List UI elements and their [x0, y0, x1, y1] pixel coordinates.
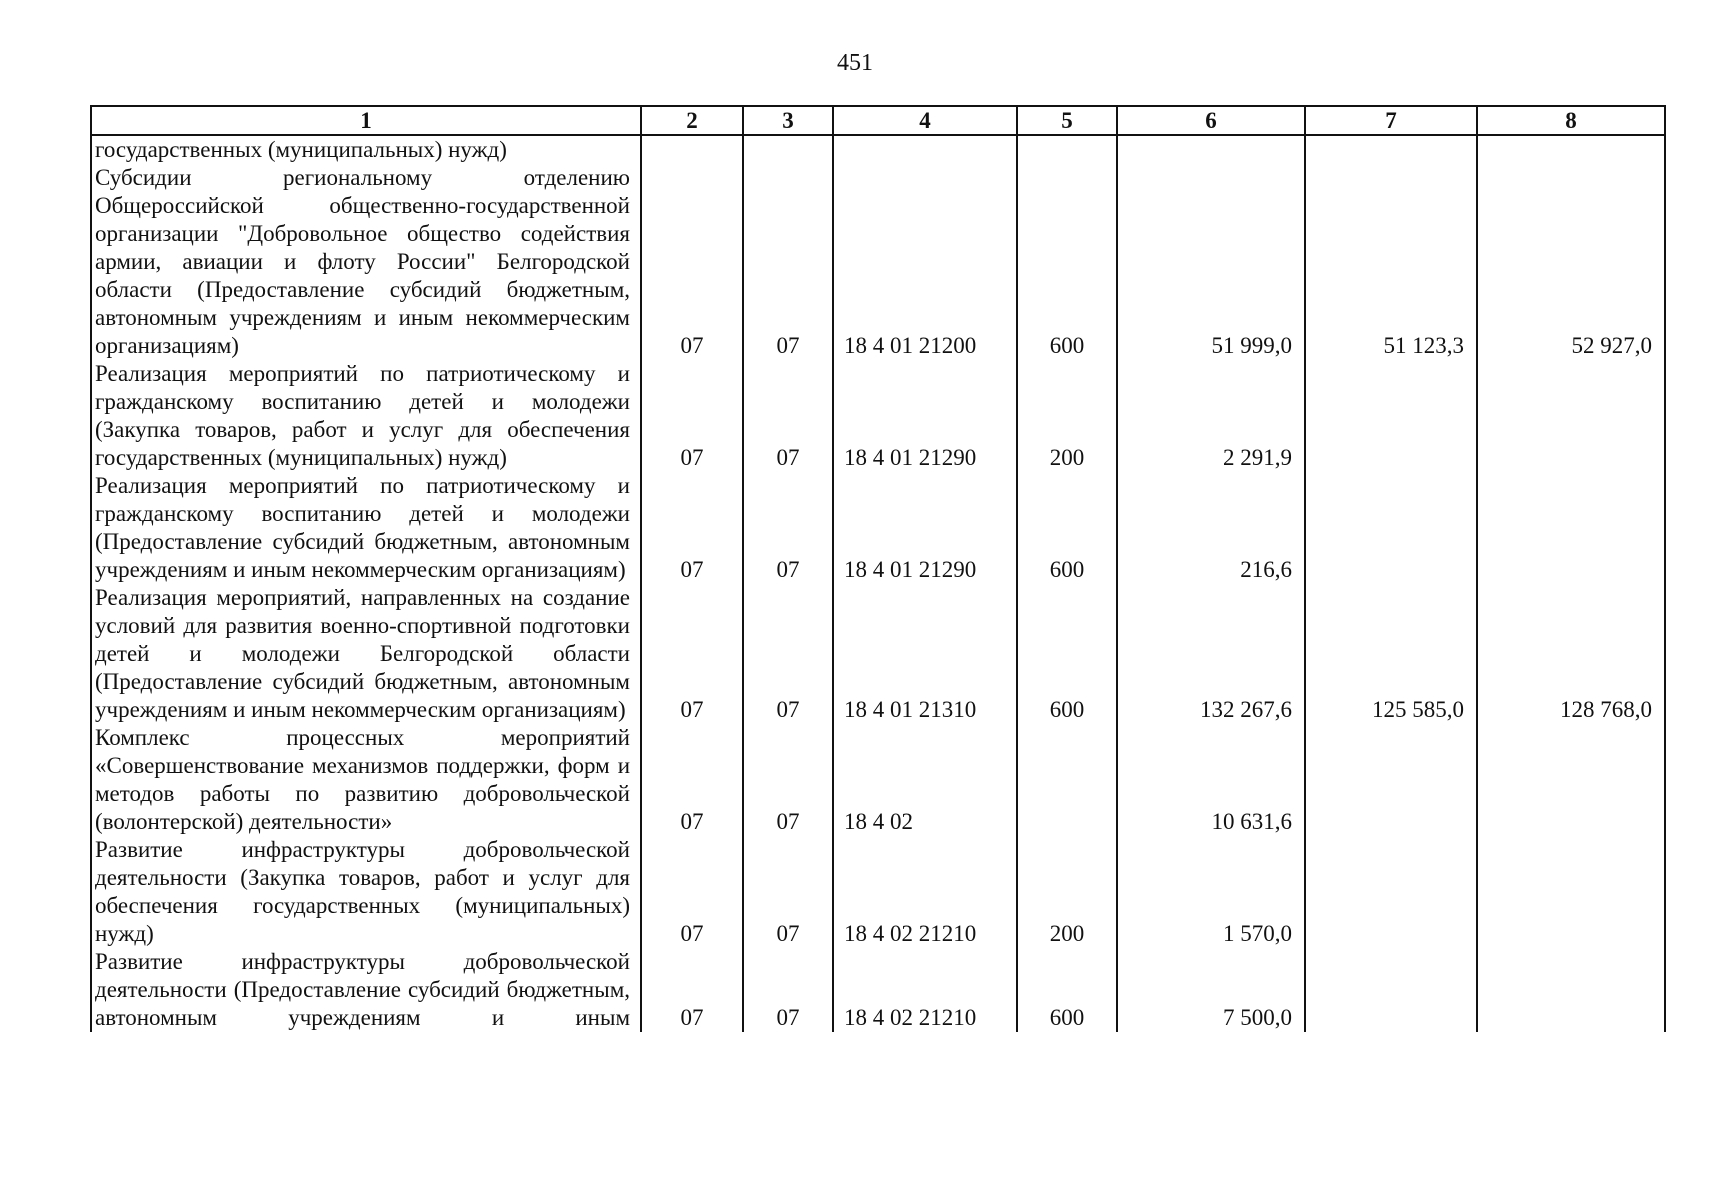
cell-expense-type	[1017, 135, 1117, 164]
cell-section: 07	[641, 948, 743, 1032]
cell-amount-col8	[1477, 948, 1665, 1032]
cell-amount-col7	[1305, 724, 1477, 836]
table-row	[91, 724, 1665, 836]
cell-target-article: 18 4 01 21310	[833, 584, 1017, 724]
cell-amount-col6: 7 500,0	[1117, 948, 1305, 1032]
table-row	[91, 472, 1665, 584]
cell-amount-col7	[1305, 948, 1477, 1032]
table-row	[91, 164, 1665, 360]
cell-amount-col7: 125 585,0	[1305, 584, 1477, 724]
cell-amount-col8	[1477, 724, 1665, 836]
column-header-1: 1	[91, 106, 641, 135]
cell-target-article: 18 4 02 21210	[833, 948, 1017, 1032]
row-description: государственных (муниципальных) нужд)	[91, 135, 641, 164]
table-row	[91, 135, 1665, 164]
cell-amount-col8	[1477, 360, 1665, 472]
cell-amount-col6: 216,6	[1117, 472, 1305, 584]
cell-subsection: 07	[743, 584, 833, 724]
cell-amount-col7	[1305, 135, 1477, 164]
cell-subsection: 07	[743, 360, 833, 472]
row-description: Субсидии региональному отделению Общероссийской общественно-государственной организации "Добровольное общество содействия армии, авиации и флоту России" Белгородской области (Предоставление субсидий бюджетным, автономным учреждениям и иным некоммерческим организациям)	[91, 164, 641, 360]
column-header-3: 3	[743, 106, 833, 135]
cell-subsection	[743, 135, 833, 164]
cell-target-article: 18 4 02 21210	[833, 836, 1017, 948]
row-description: Развитие инфраструктуры добровольческой деятельности (Закупка товаров, работ и услуг для обеспечения государственных (муниципальных) нужд)	[91, 836, 641, 948]
cell-section: 07	[641, 724, 743, 836]
cell-target-article: 18 4 01 21290	[833, 360, 1017, 472]
cell-expense-type: 600	[1017, 472, 1117, 584]
budget-table	[90, 105, 1666, 1032]
page-number: 451	[837, 50, 873, 76]
cell-expense-type	[1017, 724, 1117, 836]
cell-section: 07	[641, 836, 743, 948]
column-header-4: 4	[833, 106, 1017, 135]
table-row	[91, 836, 1665, 948]
cell-target-article: 18 4 01 21200	[833, 164, 1017, 360]
cell-section: 07	[641, 472, 743, 584]
cell-subsection: 07	[743, 724, 833, 836]
cell-amount-col8: 52 927,0	[1477, 164, 1665, 360]
cell-subsection: 07	[743, 836, 833, 948]
cell-amount-col6: 2 291,9	[1117, 360, 1305, 472]
cell-target-article	[833, 135, 1017, 164]
cell-target-article: 18 4 02	[833, 724, 1017, 836]
cell-expense-type: 600	[1017, 164, 1117, 360]
cell-amount-col8	[1477, 135, 1665, 164]
row-description: Развитие инфраструктуры добровольческой деятельности (Предоставление субсидий бюджетным, автономным учреждениям и иным	[91, 948, 641, 1032]
cell-subsection: 07	[743, 164, 833, 360]
cell-section: 07	[641, 164, 743, 360]
column-header-8: 8	[1477, 106, 1665, 135]
cell-amount-col6: 1 570,0	[1117, 836, 1305, 948]
cell-amount-col6: 132 267,6	[1117, 584, 1305, 724]
row-description: Реализация мероприятий, направленных на создание условий для развития военно-спортивной подготовки детей и молодежи Белгородской области (Предоставление субсидий бюджетным, автономным учреждениям и иным некоммерческим организациям)	[91, 584, 641, 724]
cell-expense-type: 200	[1017, 360, 1117, 472]
row-description: Реализация мероприятий по патриотическому и гражданскому воспитанию детей и молодежи (Предоставление субсидий бюджетным, автономным учреждениям и иным некоммерческим организациям)	[91, 472, 641, 584]
column-header-6: 6	[1117, 106, 1305, 135]
cell-target-article: 18 4 01 21290	[833, 472, 1017, 584]
cell-expense-type: 200	[1017, 836, 1117, 948]
cell-section: 07	[641, 584, 743, 724]
cell-amount-col8	[1477, 836, 1665, 948]
cell-amount-col6: 51 999,0	[1117, 164, 1305, 360]
cell-amount-col7	[1305, 472, 1477, 584]
cell-section: 07	[641, 360, 743, 472]
table-row	[91, 948, 1665, 1032]
cell-subsection: 07	[743, 948, 833, 1032]
column-header-7: 7	[1305, 106, 1477, 135]
cell-expense-type: 600	[1017, 584, 1117, 724]
table-row	[91, 584, 1665, 724]
cell-amount-col8: 128 768,0	[1477, 584, 1665, 724]
cell-section	[641, 135, 743, 164]
cell-amount-col6	[1117, 135, 1305, 164]
column-header-5: 5	[1017, 106, 1117, 135]
table-row	[91, 360, 1665, 472]
cell-amount-col8	[1477, 472, 1665, 584]
cell-amount-col6: 10 631,6	[1117, 724, 1305, 836]
cell-amount-col7: 51 123,3	[1305, 164, 1477, 360]
column-header-2: 2	[641, 106, 743, 135]
cell-amount-col7	[1305, 836, 1477, 948]
header-row	[91, 106, 1665, 135]
cell-subsection: 07	[743, 472, 833, 584]
row-description: Реализация мероприятий по патриотическому и гражданскому воспитанию детей и молодежи (Закупка товаров, работ и услуг для обеспечения государственных (муниципальных) нужд)	[91, 360, 641, 472]
row-description: Комплекс процессных мероприятий «Совершенствование механизмов поддержки, форм и методов работы по развитию добровольческой (волонтерской) деятельности»	[91, 724, 641, 836]
cell-amount-col7	[1305, 360, 1477, 472]
cell-expense-type: 600	[1017, 948, 1117, 1032]
